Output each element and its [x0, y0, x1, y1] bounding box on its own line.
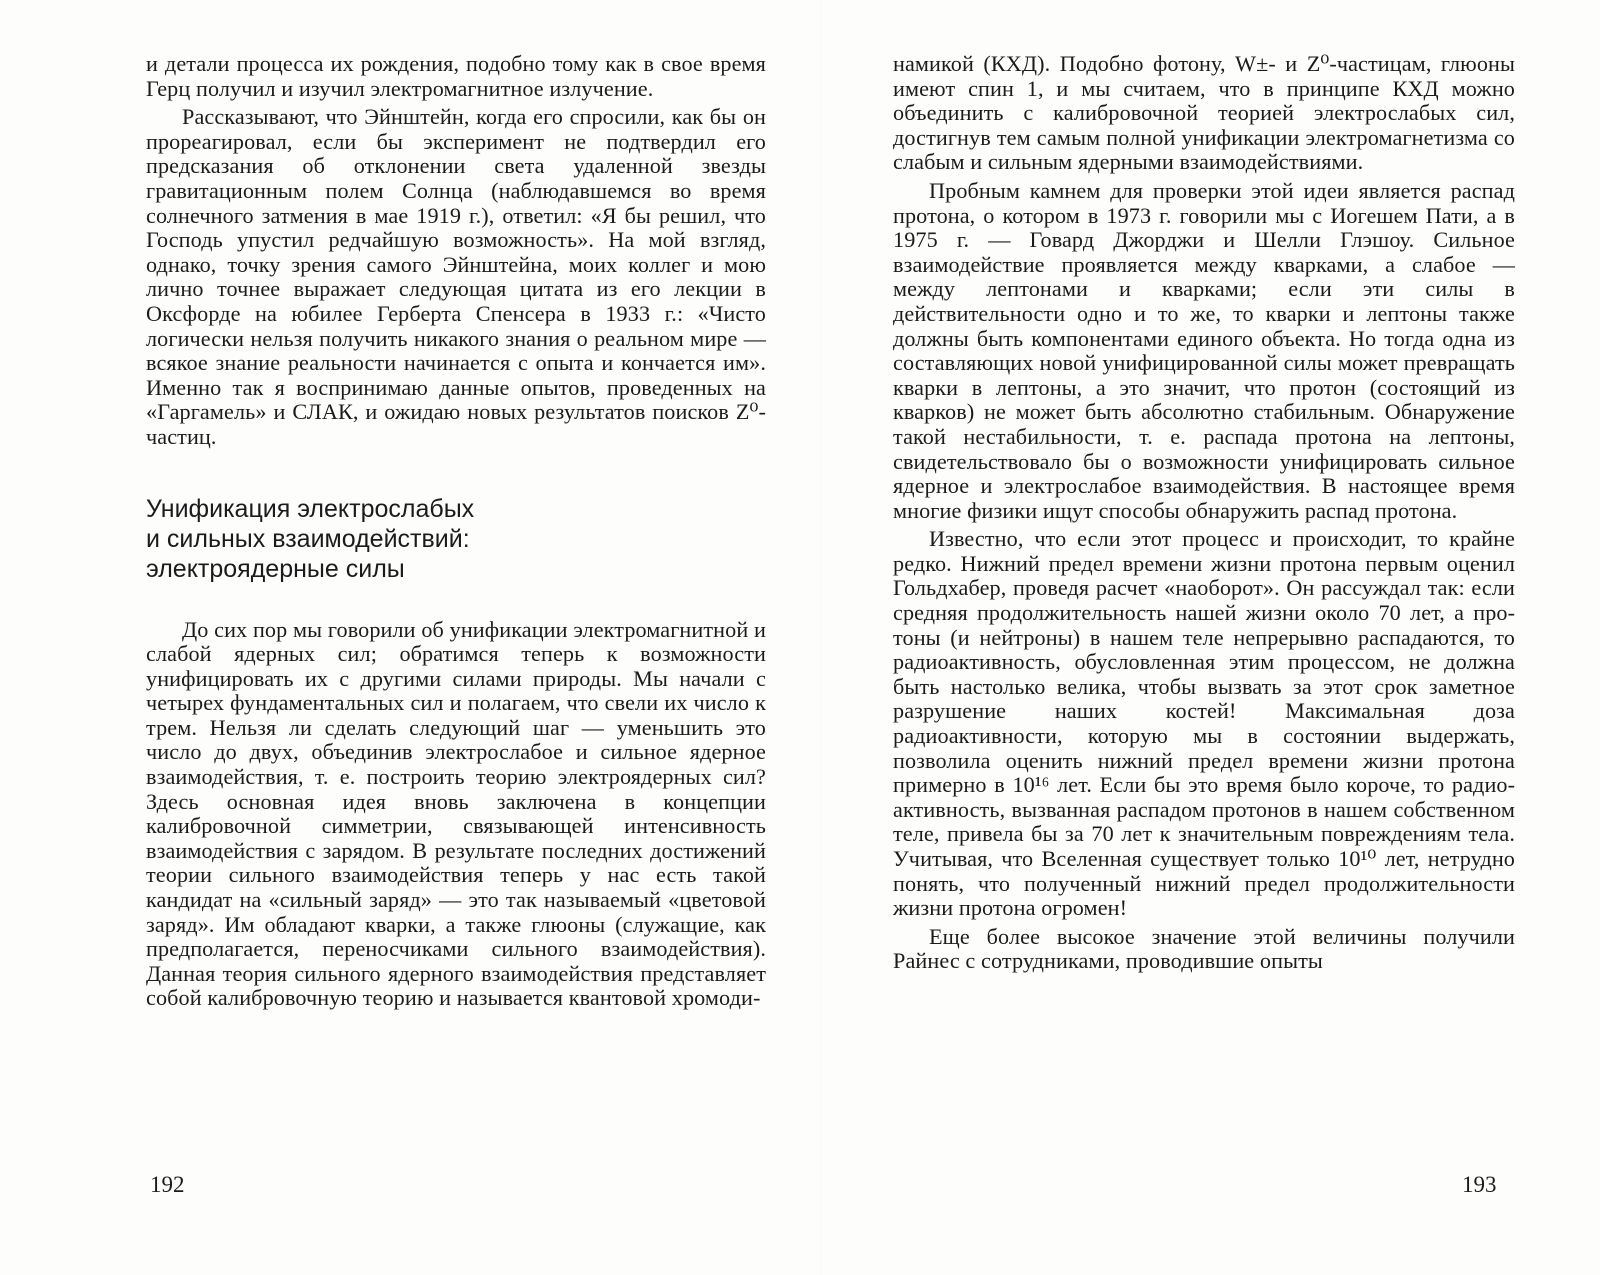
paragraph: До сих пор мы говорили об унификации электромагнитной и слабой ядерных сил; обратимся теперь к возможности унифицировать их с другими силами природы. Мы начали с четырех фундаментальных сил и полагаем, что свели их число к трем. Нельзя ли сделать следующий шаг — уменьшить это число до двух, объединив электрослабое и сильное ядерное взаимодействия, т. е. построить теорию электроядерных сил? Здесь основная идея вновь заключена в концепции калибровочной симметрии, связывающей интенсивность взаимодействия с зарядом. В результате последних достижений теории сильного взаимодействия теперь у нас есть такой кандидат на «сильный заряд» — это так называемый «цветовой заряд». Им обладают кварки, а также глюоны (служащие, как предполагается, переносчиками сильного взаимодействия). Данная теория сильного ядерного взаимодействия представляет собой калибровочную теорию и называется квантовой хромоди- — [146, 616, 766, 1011]
paragraph: Еще более высокое значение этой величины получили Райнес с сотрудниками, проводившие опыты — [893, 923, 1515, 974]
paragraph: намикой (КХД). Подобно фотону, W±- и Z⁰-частицам, глюоны имеют спин 1, и мы считаем, что в принципе КХД можно объединить с калибровочной теорией электрослабых сил, достигнув тем самым полной унификации электромагнетизма со слабым и сильным ядерными взаимодействиями. — [893, 51, 1515, 175]
page-number-left: 192 — [150, 1172, 185, 1197]
right-page — [893, 52, 1515, 974]
paragraph: Рассказывают, что Эйнштейн, когда его спросили, как бы он прореагировал, если бы эксперимент не подтвердил его предсказания об отклонении света удаленной звезды гравитационным полем Солнца (наблюдавшемся во время солнечного затмения в мае 1919 г.), ответил: «Я бы решил, что Господь упустил редчайшую возможность». На мой взгляд, однако, точку зрения самого Эйнштейна, моих коллег и мою лично точнее выражает следующая цитата из его лекции в Оксфорде на юбилее Герберта Спенсера в 1933 г.: «Чисто логически нельзя получить никакого знания о реальном мире — всякое знание реальности начинается с опыта и кончается им». Именно так я воспринимаю данные опытов, проведенных на «Гаргамель» и СЛАК, и ожидаю новых результатов поисков Z⁰-частиц. — [146, 104, 766, 449]
page-number-right: 193 — [1462, 1172, 1497, 1197]
section-heading — [146, 494, 766, 584]
paragraph: Пробным камнем для проверки этой идеи является распад протона, о котором в 1973 г. говорили мы с Иогешем Пати, а в 1975 г. — Говард Джорджи и Шелли Глэшоу. Сильное взаимодействие проявляется между кварками, а слабое — между лептонами и кварками; если эти силы в действительности одно и то же, то кварки и лептоны также должны быть компонентами единого объекта. Но тогда одна из составляющих новой унифицированной силы может превращать кварки в лептоны, а это значит, что протон (состоящий из кварков) не может быть абсолютно стабильным. Обнаружение такой нестабильности, т. е. распада протона на лептоны, свидетельствовало бы о возможности унифицировать сильное ядерное и электрослабое взаимодействия. В настоящее время многие физики ищут способы обнаружить распад протона. — [893, 177, 1515, 523]
left-page — [146, 52, 766, 1011]
paragraph: Известно, что если этот процесс и происходит, то крайне редко. Нижний предел времени жизни протона первым оценил Гольдхабер, проведя расчет «наоборот». Он рассуждал так: если средняя продолжительность нашей жизни около 70 лет, а протоны (и нейтроны) в нашем теле непрерывно распадаются, то радиоактивность, обусловленная этим процессом, не должна быть настолько велика, чтобы вызвать за этот срок заметное разрушение наших костей! Максимальная доза радиоактивности, которую мы в состоянии выдержать, позволила оценить нижний предел времени жизни протона примерно в 10¹⁶ лет. Если бы это время было короче, то радиоактивность, вызванная распадом протонов в нашем собственном теле, привела бы за 70 лет к значительным повреждениям тела. Учитывая, что Вселенная существует только 10¹⁰ лет, нетрудно понять, что полученный нижний предел продолжительности жизни протона огромен! — [893, 526, 1515, 921]
section-heading-line: электроядерные силы — [146, 554, 405, 583]
section-heading-line: Унификация электрослабых — [146, 494, 475, 523]
paragraph: и детали процесса их рождения, подобно тому как в свое время Герц получил и изучил электромагнитное излучение. — [146, 51, 766, 101]
book-gutter — [820, 0, 822, 1275]
section-heading-line: и сильных взаимодействий: — [146, 524, 470, 553]
